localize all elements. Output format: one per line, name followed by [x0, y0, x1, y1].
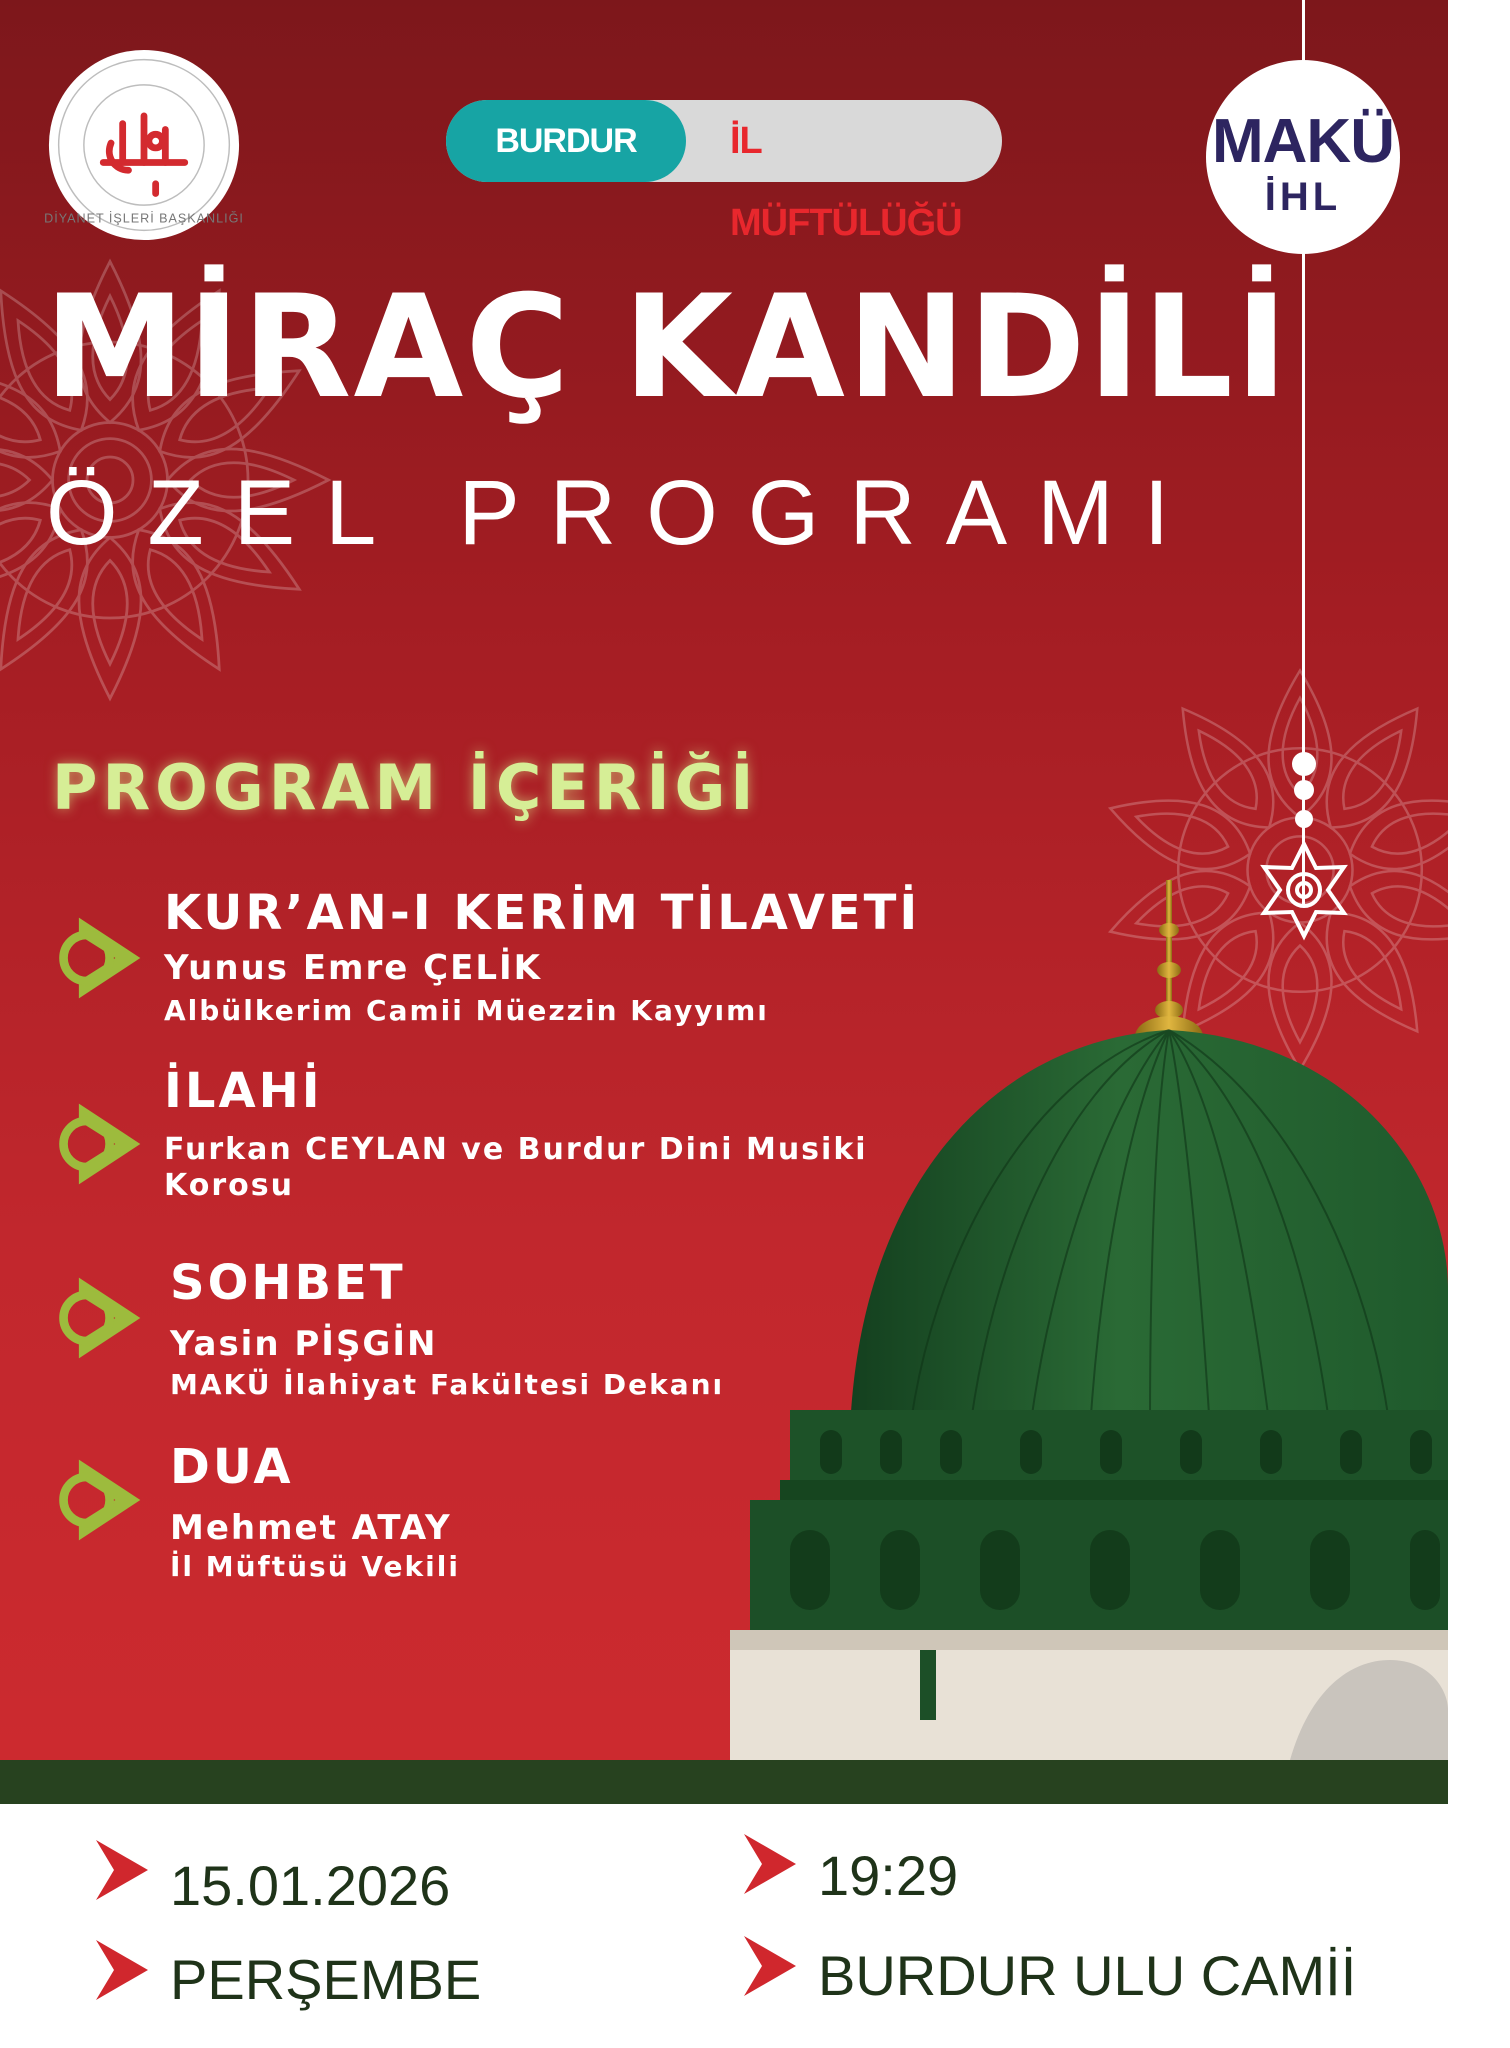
program-item-name: Yunus Emre ÇELİK: [164, 948, 542, 988]
chevron-right-icon: [744, 1936, 796, 1996]
green-dome-image: [730, 870, 1448, 1760]
program-item-name: Yasin PİŞGİN: [170, 1324, 438, 1364]
chevron-right-icon: [96, 1840, 148, 1900]
chevron-ring-icon: [52, 1096, 148, 1192]
chevron-right-icon: [744, 1834, 796, 1894]
chevron-ring-icon: [52, 910, 148, 1006]
hanging-bead: [1292, 752, 1316, 776]
event-date: 15.01.2026: [170, 1854, 451, 1917]
chevron-ring-icon: [52, 1452, 148, 1548]
institution-pill: [446, 100, 1002, 244]
diyanet-logo: [44, 48, 244, 242]
program-item-title: KUR’AN-I KERİM TİLAVETİ: [164, 885, 921, 941]
green-divider-band: [0, 1760, 1448, 1804]
maku-ihl-badge: [1206, 60, 1400, 254]
program-item-title: İLAHİ: [164, 1063, 323, 1119]
event-place: BURDUR ULU CAMİİ: [818, 1944, 1357, 2007]
program-item-role: Korosu: [164, 1168, 294, 1203]
program-item-role: MAKÜ İlahiyat Fakültesi Dekanı: [170, 1368, 725, 1401]
event-info-footer: [0, 1804, 1448, 2048]
hanging-bead: [1295, 810, 1313, 828]
chevron-right-icon: [96, 1940, 148, 2000]
pill-il-muftulugu: İL MÜFTÜLÜĞÜ: [730, 120, 962, 244]
program-item-title: DUA: [170, 1439, 294, 1495]
program-item-name: Mehmet ATAY: [170, 1508, 452, 1548]
page-subtitle: ÖZEL PROGRAMI: [46, 462, 1200, 564]
program-item-role: İl Müftüsü Vekili: [170, 1550, 460, 1583]
program-item-name: Furkan CEYLAN ve Burdur Dini Musiki: [164, 1132, 868, 1167]
hanging-bead: [1294, 780, 1314, 800]
page-title: MİRAÇ KANDİLİ: [44, 265, 1290, 430]
ihl-label: İHL: [1264, 175, 1342, 219]
diyanet-logo-text: DİYANET İŞLERİ BAŞKANLIĞI: [44, 211, 244, 226]
program-item-title: SOHBET: [170, 1255, 406, 1311]
pill-burdur: BURDUR: [446, 100, 686, 182]
chevron-ring-icon: [52, 1270, 148, 1366]
program-heading: PROGRAM İÇERİĞİ: [52, 751, 759, 824]
program-item-role: Albülkerim Camii Müezzin Kayyımı: [164, 994, 769, 1027]
maku-label: MAKÜ: [1212, 107, 1394, 176]
event-time: 19:29: [818, 1844, 959, 1907]
event-day: PERŞEMBE: [170, 1948, 482, 2011]
